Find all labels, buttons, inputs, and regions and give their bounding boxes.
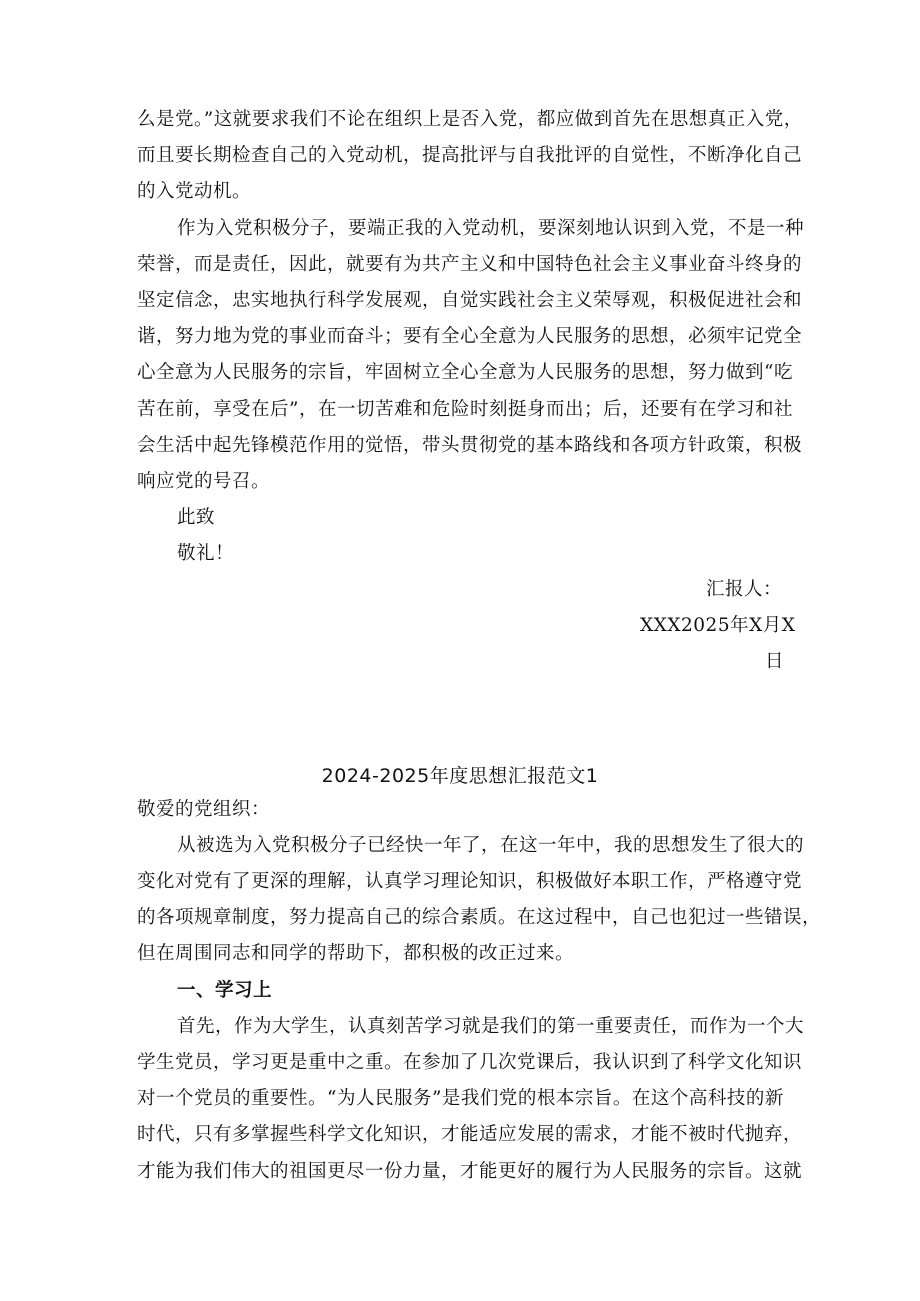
signature-date-cont: 日 [765, 651, 785, 672]
closing-text: 敬礼！ [177, 543, 235, 564]
paragraph-line: 坚定信念，忠实地执行科学发展观，自觉实践社会主义荣辱观，积极促进社会和 [137, 290, 803, 311]
paragraph-line: 从被选为入党积极分子已经快一年了，在这一年中，我的思想发生了很大的 [177, 835, 805, 856]
signature-label: 汇报人： [706, 579, 783, 600]
paragraph-line: 苦在前，享受在后”，在一切苦难和危险时刻挺身而出；后，还要有在学习和社 [137, 399, 793, 420]
document-title: 2024-2025年度思想汇报范文1 [321, 765, 599, 787]
paragraph-line: 会生活中起先锋模范作用的觉悟，带头贯彻党的基本路线和各项方针政策，积极 [137, 435, 803, 456]
paragraph-line: 但在周围同志和同学的帮助下，都积极的改正过来。 [137, 943, 575, 964]
paragraph-line: 的入党动机。 [137, 181, 252, 202]
paragraph-line: 荣誉，而是责任，因此，就要有为共产主义和中国特色社会主义事业奋斗终身的 [137, 254, 803, 275]
paragraph-line: 而且要长期检查自己的入党动机，提高批评与自我批评的自觉性，不断净化自己 [137, 145, 803, 166]
paragraph-line: 谐，努力地为党的事业而奋斗；要有全心全意为人民服务的思想，必须牢记党全 [137, 326, 803, 347]
salutation: 敬爱的党组织： [137, 799, 271, 820]
paragraph-line: 才能为我们伟大的祖国更尽一份力量，才能更好的履行为人民服务的宗旨。这就 [137, 1161, 803, 1182]
paragraph-line: 变化对党有了更深的理解，认真学习理论知识，积极做好本职工作，严格遵守党 [137, 871, 803, 892]
paragraph-line: 响应党的号召。 [137, 471, 271, 492]
signature-date: XXX2025年X月X [640, 615, 796, 636]
paragraph-line: 时代，只有多掌握些科学文化知识，才能适应发展的需求，才能不被时代抛弃， [137, 1124, 803, 1145]
section-heading: 一、学习上 [177, 980, 273, 1001]
paragraph-line: 作为入党积极分子，要端正我的入党动机，要深刻地认识到入党，不是一种 [177, 218, 805, 239]
paragraph-line: 心全意为人民服务的宗旨，牢固树立全心全意为人民服务的思想，努力做到“吃 [137, 362, 793, 383]
paragraph-line: 么是党。”这就要求我们不论在组织上是否入党，都应做到首先在思想真正入党， [137, 109, 803, 130]
closing-text: 此致 [177, 507, 216, 528]
paragraph-line: 学生党员，学习更是重中之重。在参加了几次党课后，我认识到了科学文化知识 [137, 1052, 803, 1073]
paragraph-line: 对一个党员的重要性。“为人民服务”是我们党的根本宗旨。在这个高科技的新 [137, 1088, 784, 1109]
paragraph-line: 的各项规章制度，努力提高自己的综合素质。在这过程中，自己也犯过一些错误， [137, 907, 822, 928]
paragraph-line: 首先，作为大学生，认真刻苦学习就是我们的第一重要责任，而作为一个大 [177, 1016, 805, 1037]
